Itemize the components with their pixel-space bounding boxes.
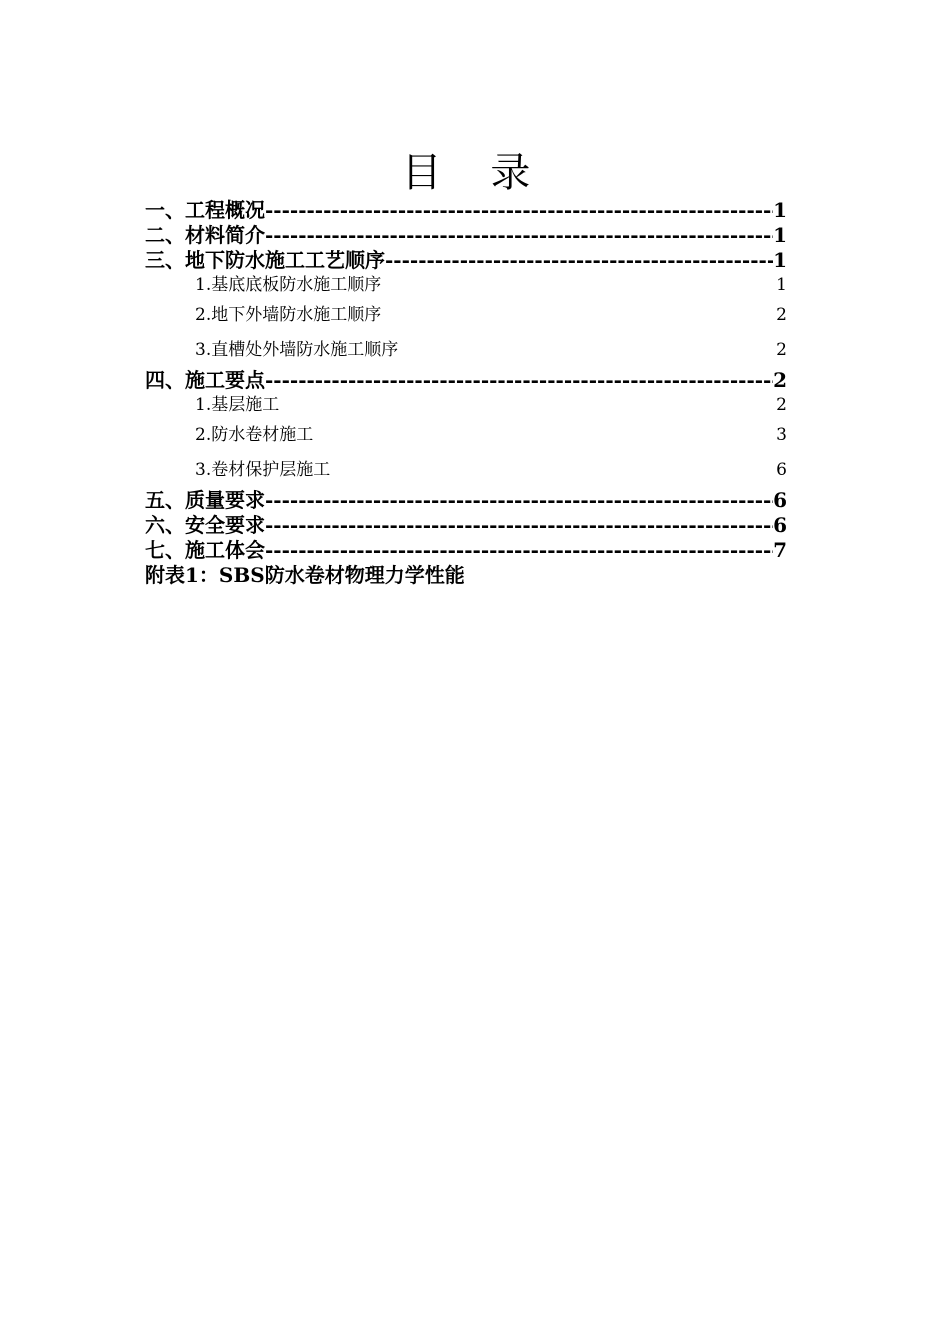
toc-entry-page: 1 — [773, 248, 787, 272]
toc-entry-page: 2 — [773, 368, 787, 392]
toc-subentry-4-3[interactable] — [145, 453, 787, 489]
toc-subentry-label: 3.卷材保护层施工 — [195, 460, 331, 481]
toc-entry-6[interactable] — [145, 513, 787, 538]
toc-leader — [265, 513, 773, 538]
toc-subentry-label: 1.基底底板防水施工顺序 — [195, 275, 382, 295]
toc-leader — [265, 538, 773, 563]
toc-subentry-page: 6 — [776, 460, 787, 481]
toc-entry-label: 四、施工要点 — [145, 368, 265, 392]
toc-entry-page: 6 — [773, 488, 787, 512]
toc-subentry-3-2[interactable] — [145, 297, 787, 333]
table-of-contents — [145, 198, 787, 588]
toc-entry-page: 1 — [773, 223, 787, 247]
toc-entry-4[interactable] — [145, 368, 787, 393]
toc-subentry-page: 2 — [776, 395, 787, 415]
appendix-entry[interactable]: 附表1：SBS防水卷材物理力学性能 — [145, 563, 465, 587]
toc-entry-label: 一、工程概况 — [145, 198, 265, 222]
toc-leader — [265, 223, 773, 248]
toc-entry-2[interactable] — [145, 223, 787, 248]
toc-leader — [265, 368, 773, 393]
toc-leader — [265, 488, 773, 513]
toc-subentry-page: 2 — [776, 304, 787, 325]
toc-entry-7[interactable] — [145, 538, 787, 563]
toc-title: 目 录 — [401, 150, 549, 196]
toc-entry-label: 五、质量要求 — [145, 488, 265, 512]
toc-subentry-3-3[interactable] — [145, 333, 787, 369]
toc-entry-page: 1 — [773, 198, 787, 222]
toc-entry-page: 7 — [773, 538, 787, 562]
toc-subentry-page: 3 — [776, 424, 787, 445]
toc-subentry-4-1[interactable] — [145, 393, 787, 417]
toc-subentry-page: 1 — [776, 275, 787, 295]
toc-subentry-label: 3.直槽处外墙防水施工顺序 — [195, 340, 399, 361]
toc-subentry-page: 2 — [776, 340, 787, 361]
toc-entry-label: 三、地下防水施工工艺顺序 — [145, 248, 385, 272]
toc-entry-page: 6 — [773, 513, 787, 537]
toc-subentry-label: 2.地下外墙防水施工顺序 — [195, 304, 382, 325]
toc-leader — [265, 198, 773, 223]
toc-entry-label: 六、安全要求 — [145, 513, 265, 537]
toc-leader — [385, 248, 773, 273]
toc-subentry-label: 2.防水卷材施工 — [195, 424, 314, 445]
toc-subentry-3-1[interactable] — [145, 273, 787, 297]
toc-subentry-label: 1.基层施工 — [195, 395, 280, 415]
toc-entry-5[interactable] — [145, 488, 787, 513]
toc-subentry-4-2[interactable] — [145, 417, 787, 453]
toc-entry-3[interactable] — [145, 248, 787, 273]
toc-entry-1[interactable] — [145, 198, 787, 223]
toc-entry-label: 七、施工体会 — [145, 538, 265, 562]
toc-entry-label: 二、材料简介 — [145, 223, 265, 247]
